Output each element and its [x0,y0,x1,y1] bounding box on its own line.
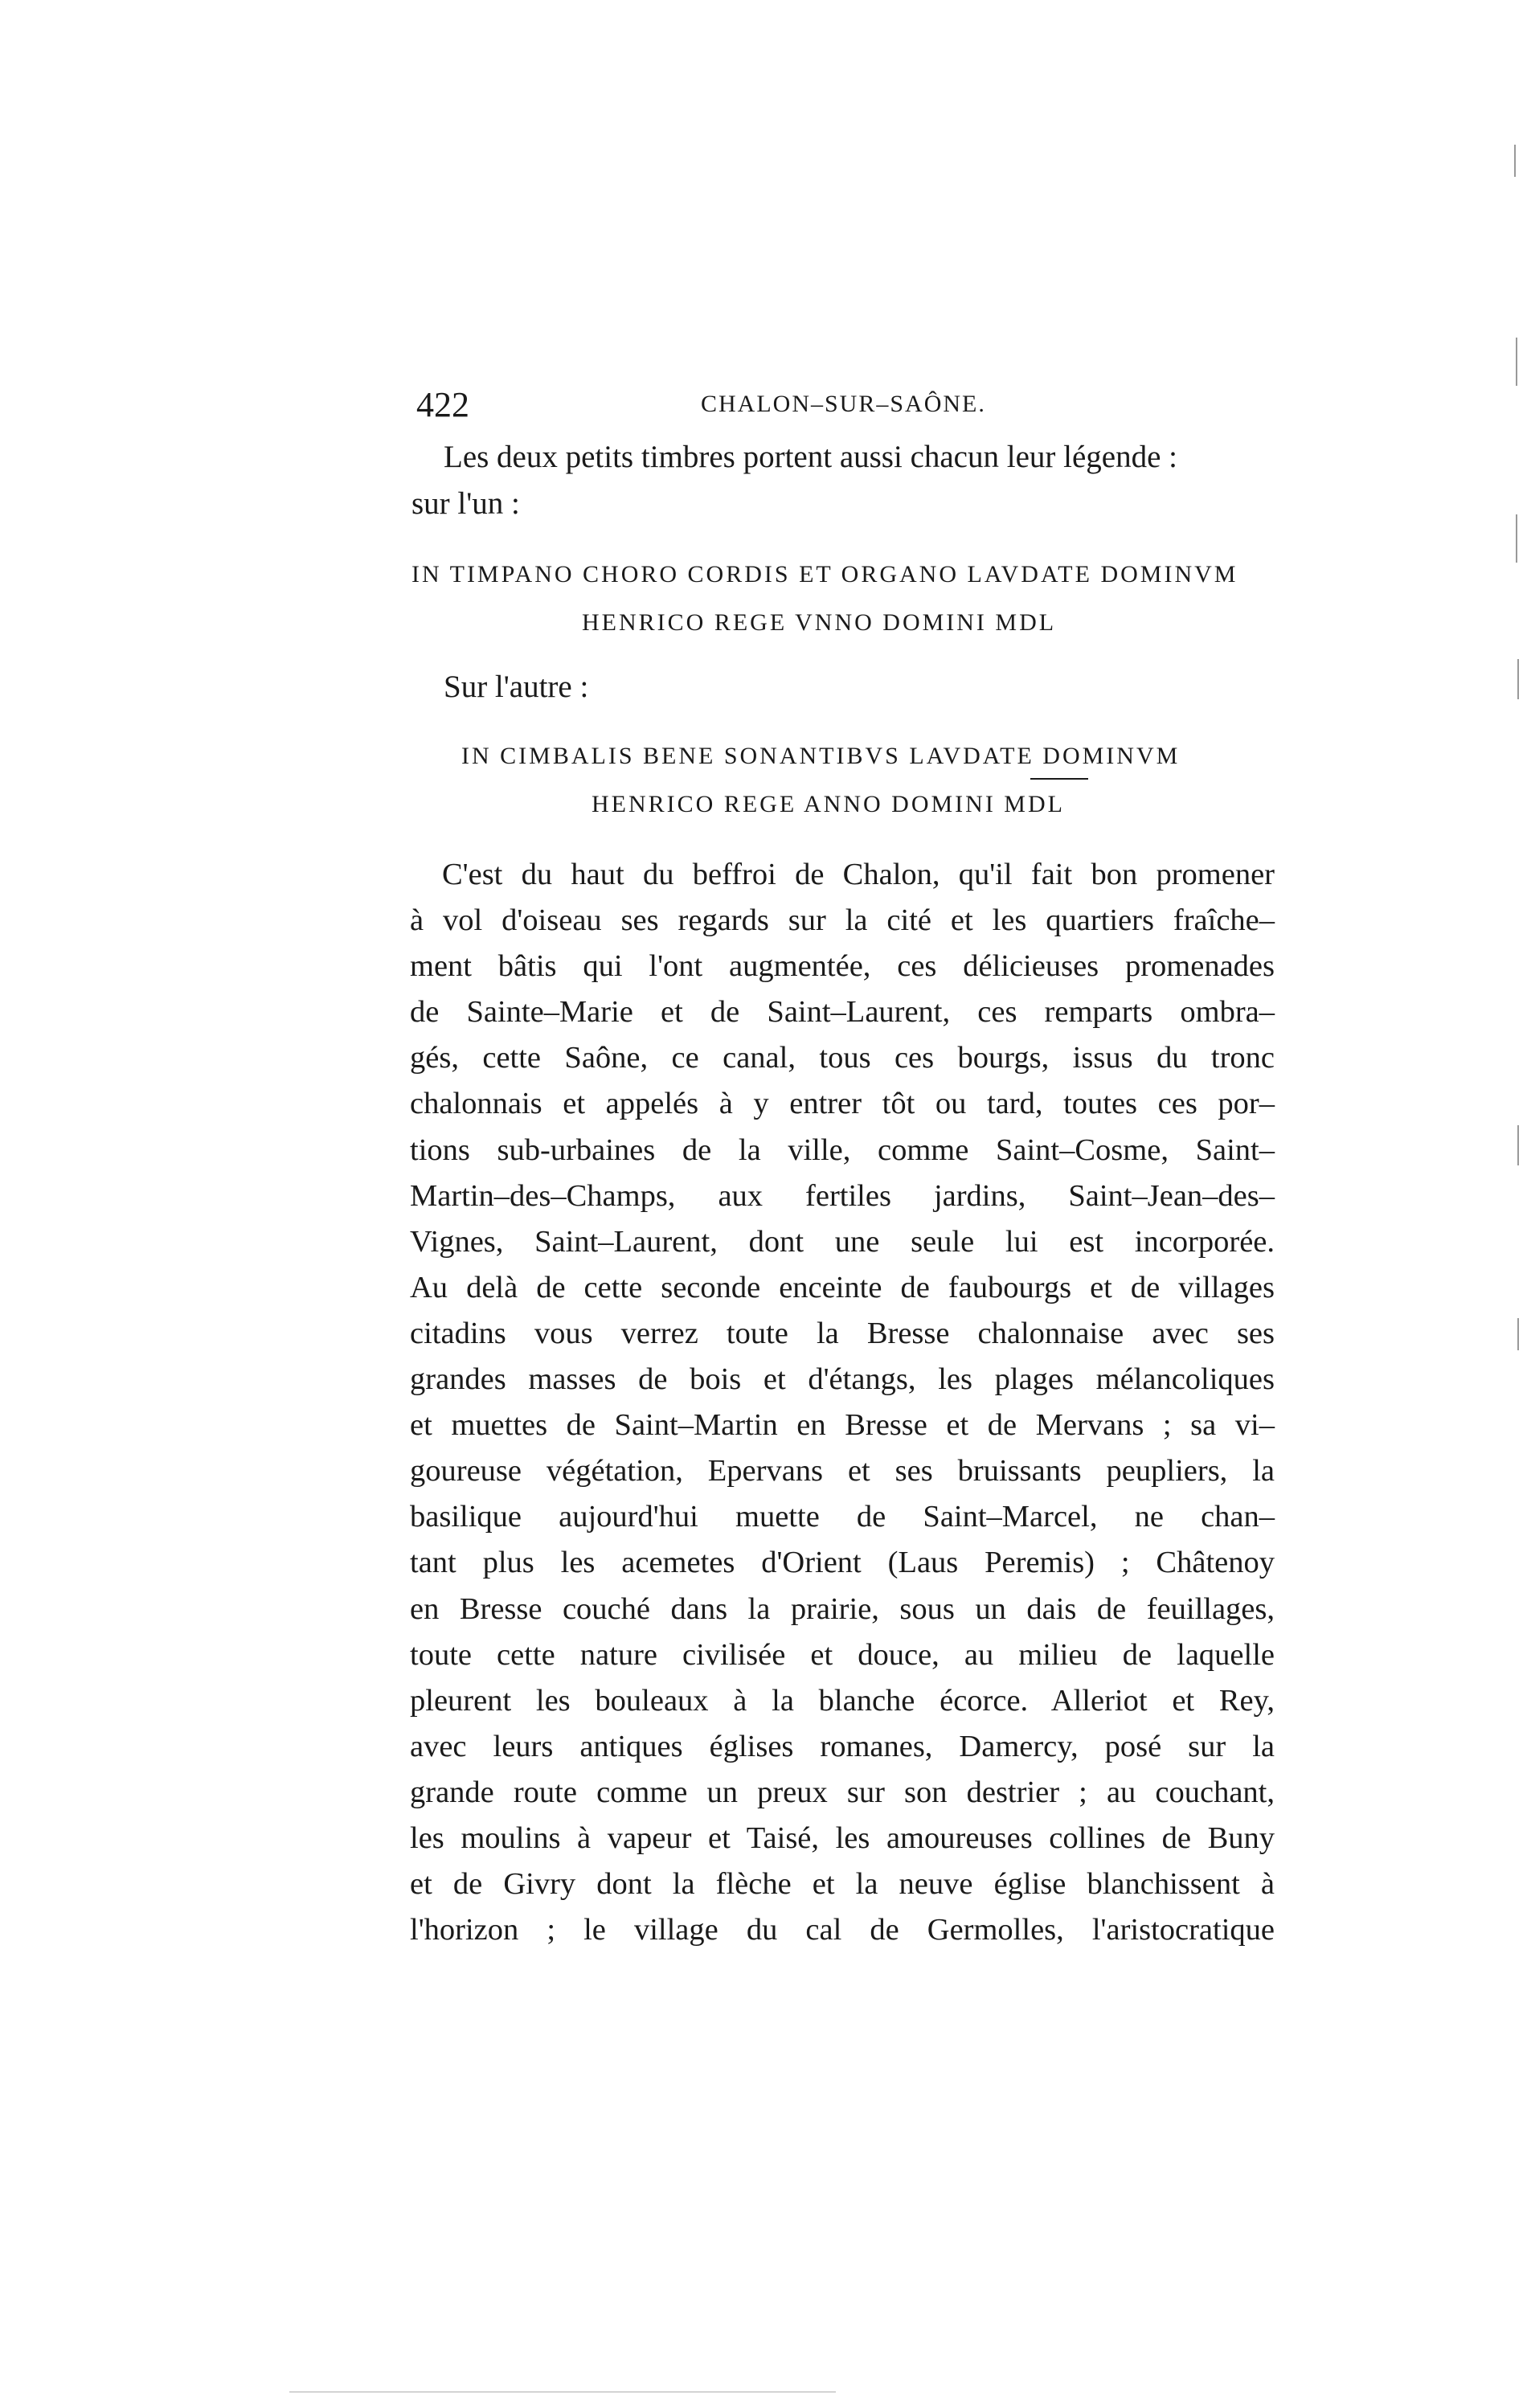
body-line: en Bresse couché dans la prairie, sous un dais de feuillages, [410,1591,1275,1626]
body-line: à vol d'oiseau ses regards sur la cité et les quartiers fraîche– [410,903,1275,938]
body-line: grandes masses de bois et d'étangs, les plages mélancoliques [410,1362,1275,1397]
body-line: de Sainte–Marie et de Saint–Laurent, ces remparts ombra– [410,995,1275,1030]
body-line: Vignes, Saint–Laurent, dont une seule lui est incorporée. [410,1224,1275,1259]
running-title: CHALON–SUR–SAÔNE. [701,391,986,417]
inscription-line: IN TIMPANO CHORO CORDIS ET ORGANO LAVDATE DOMINVM [411,561,1238,588]
body-line: chalonnais et appelés à y entrer tôt ou tard, toutes ces por– [410,1087,1275,1121]
body-line: gés, cette Saône, ce canal, tous ces bourgs, issus du tronc [410,1041,1275,1075]
body-line: pleurent les bouleaux à la blanche écorce. Alleriot et Rey, [410,1683,1275,1718]
body-line: goureuse végétation, Epervans et ses bruissants peupliers, la [410,1454,1275,1489]
scan-margin-mark [1516,338,1517,386]
scan-bottom-rule [289,2391,836,2393]
body-line: citadins vous verrez toute la Bresse chalonnaise avec ses [410,1316,1275,1350]
page-number: 422 [416,385,469,424]
body-line: grande route comme un preux sur son destrier ; au couchant, [410,1775,1275,1809]
inscription-line: IN CIMBALIS BENE SONANTIBVS LAVDATE DOMINVM [461,743,1181,769]
inscription-line: HENRICO REGE VNNO DOMINI MDL [582,609,1057,636]
label-other: Sur l'autre : [444,670,589,704]
body-line: et de Givry dont la flèche et la neuve église blanchissent à [410,1867,1275,1902]
body-line: tions sub-urbaines de la ville, comme Saint–Cosme, Saint– [410,1132,1275,1167]
body-line: avec leurs antiques églises romanes, Damercy, posé sur la [410,1729,1275,1763]
inscription-line: HENRICO REGE ANNO DOMINI MDL [592,791,1065,817]
body-line: ment bâtis qui l'ont augmentée, ces délicieuses promenades [410,949,1275,984]
scan-margin-mark [1517,1318,1519,1350]
body-line: tant plus les acemetes d'Orient (Laus Peremis) ; Châtenoy [410,1546,1275,1580]
body-line: basilique aujourd'hui muette de Saint–Marcel, ne chan– [410,1500,1275,1534]
overline-rule [1030,778,1088,780]
scan-margin-mark [1514,145,1516,177]
body-line: Martin–des–Champs, aux fertiles jardins, Saint–Jean–des– [410,1178,1275,1213]
scan-margin-mark [1517,659,1519,699]
body-line: Au delà de cette seconde enceinte de faubourgs et de villages [410,1270,1275,1304]
scan-margin-mark [1516,514,1517,563]
body-line: les moulins à vapeur et Taisé, les amoureuses collines de Buny [410,1820,1275,1855]
intro-line: sur l'un : [411,486,520,521]
intro-line: Les deux petits timbres portent aussi chacun leur légende : [444,440,1177,474]
body-line: C'est du haut du beffroi de Chalon, qu'il fait bon promener [442,858,1275,891]
body-line: toute cette nature civilisée et douce, au milieu de laquelle [410,1637,1275,1672]
body-paragraph [410,852,1275,1953]
scan-margin-mark [1517,1125,1519,1165]
intro-paragraph [411,434,1288,527]
body-line: et muettes de Saint–Martin en Bresse et de Mervans ; sa vi– [410,1408,1275,1443]
body-line: l'horizon ; le village du cal de Germolles, l'aristocratique [410,1913,1275,1947]
